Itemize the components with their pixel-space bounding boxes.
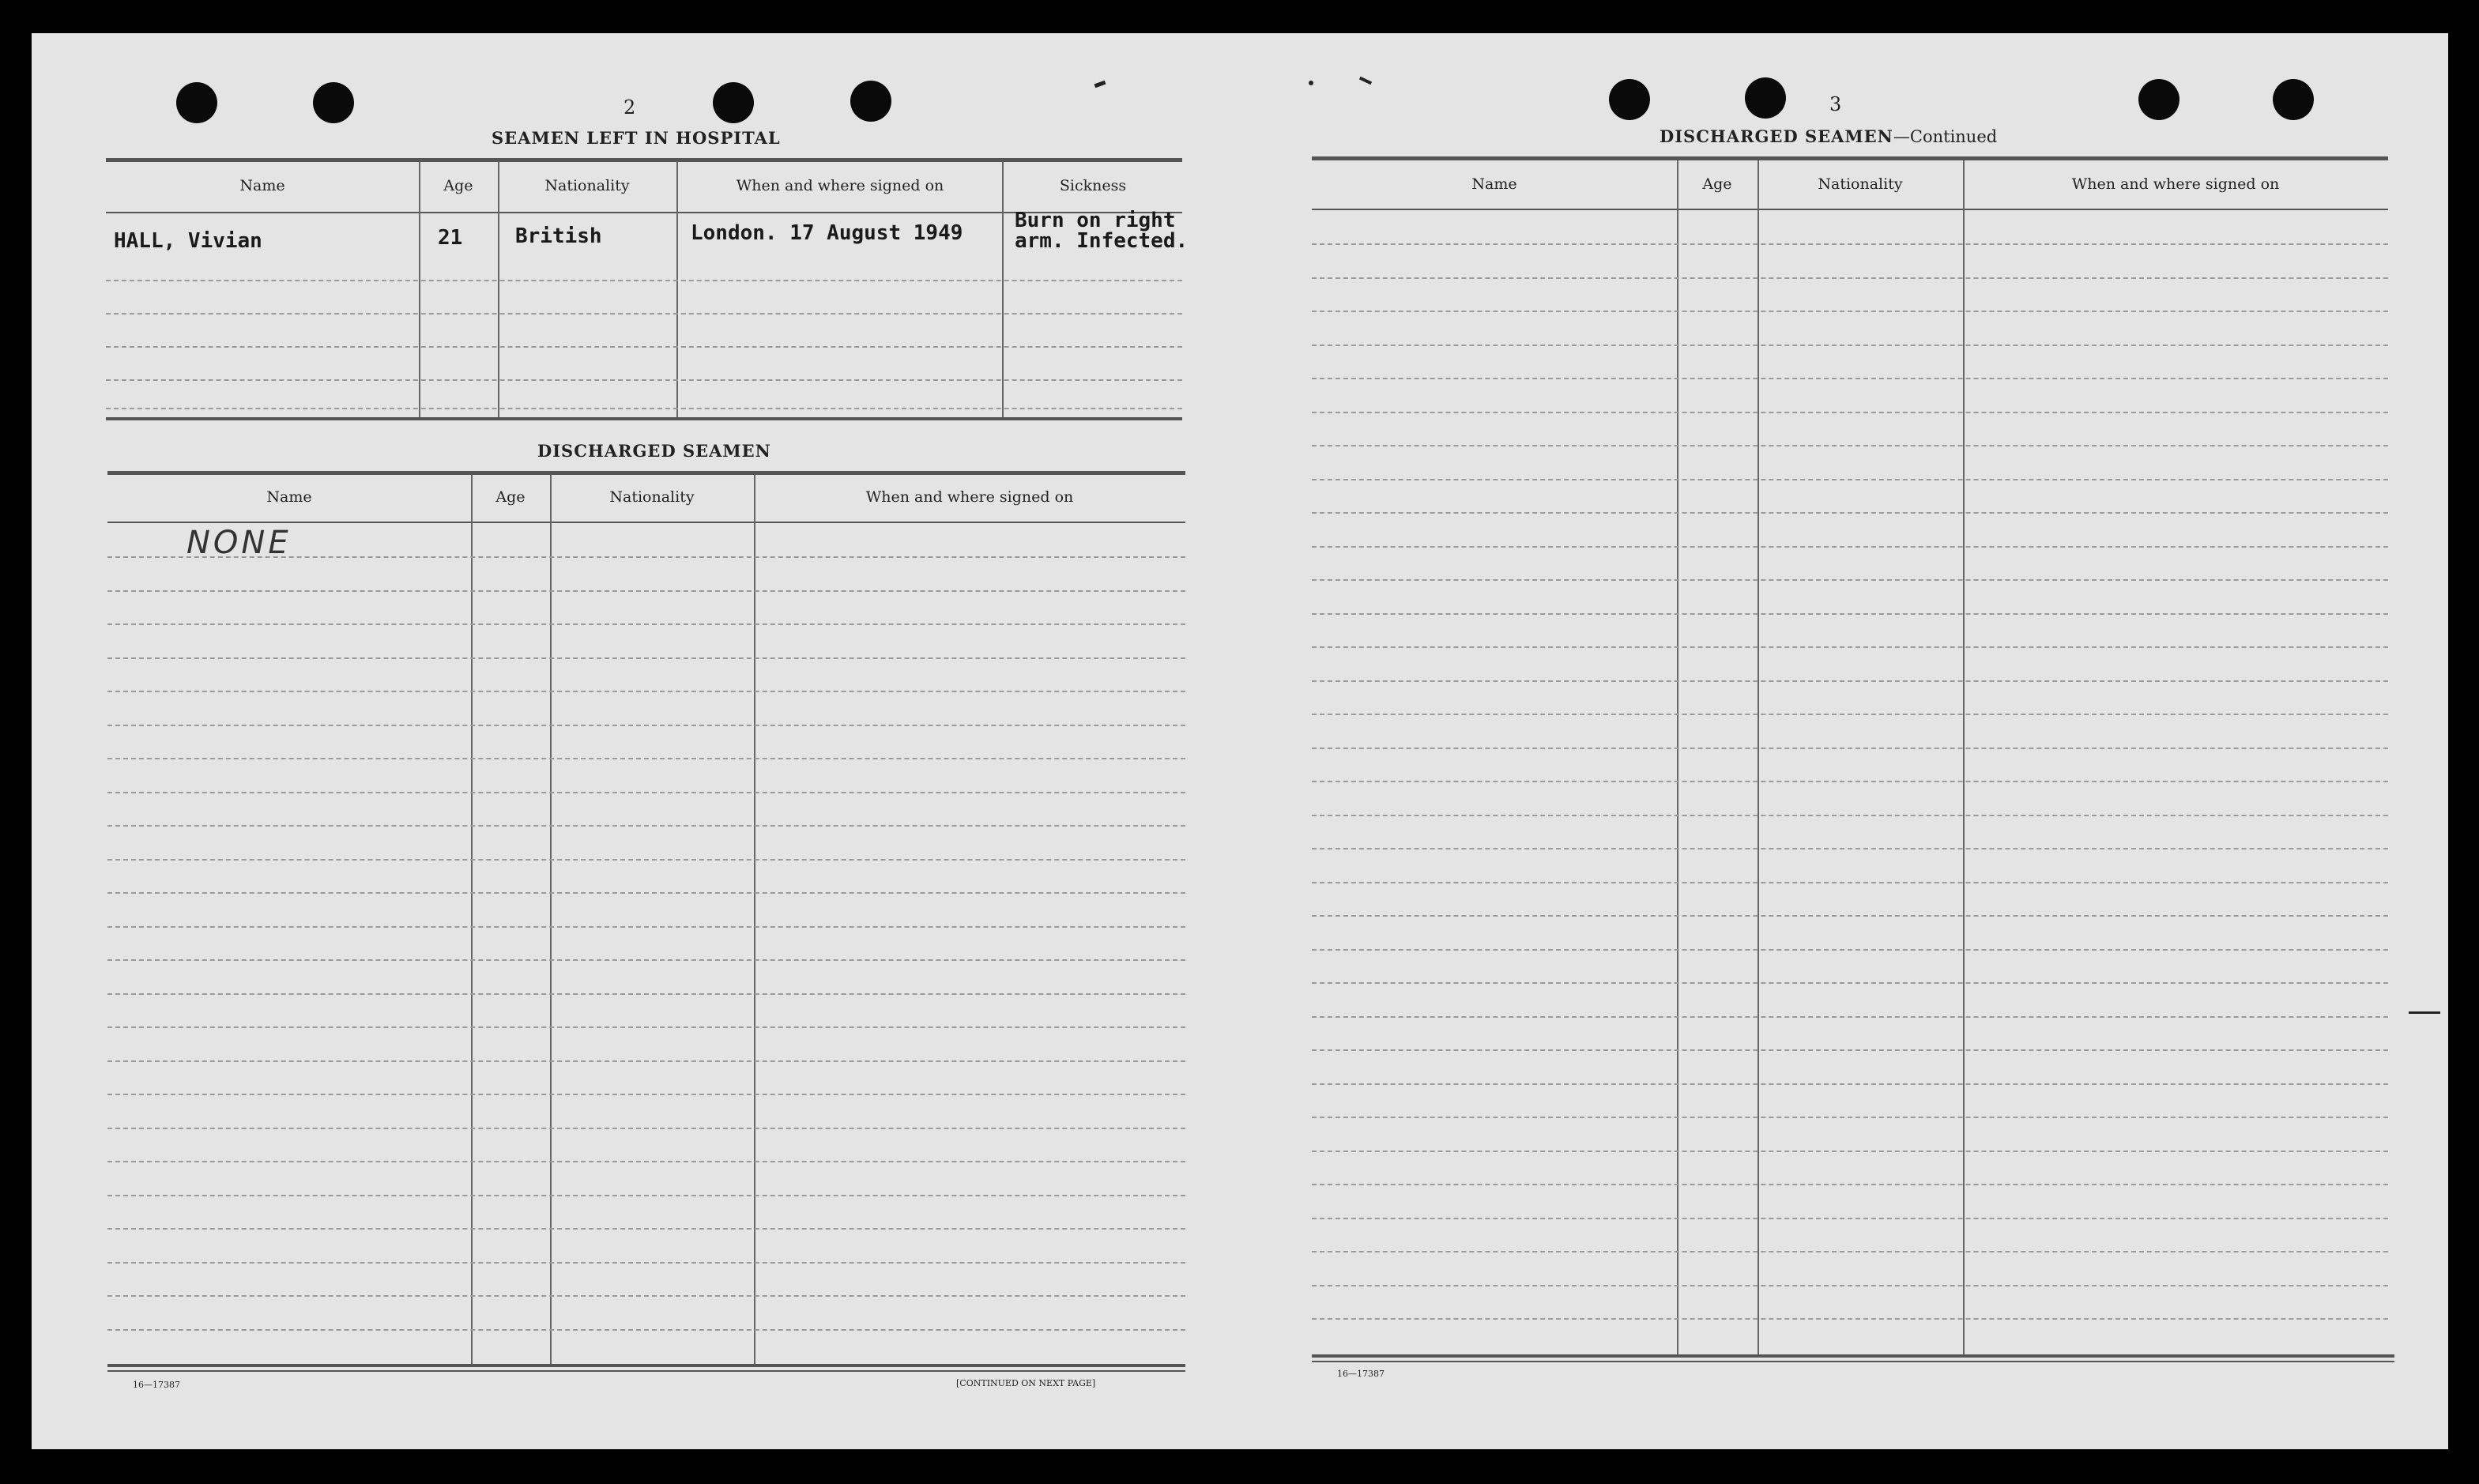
table-row — [1312, 680, 2388, 682]
table-row — [107, 1195, 1185, 1196]
table-row — [1312, 579, 2388, 581]
col-header-nationality: Nationality — [1818, 175, 1903, 193]
col-header-name: Name — [1471, 175, 1517, 193]
header-rule — [1312, 209, 2388, 210]
entry-signed-on: London. 17 August 1949 — [691, 221, 963, 245]
table-row — [1312, 277, 2388, 279]
table-row — [1312, 445, 2388, 446]
table-row — [1312, 815, 2388, 816]
form-code: 16—17387 — [1337, 1369, 1385, 1379]
ink-mark — [1094, 81, 1106, 88]
table-row — [1312, 882, 2388, 883]
page-number: 3 — [1829, 93, 1842, 115]
table-row — [107, 1094, 1185, 1095]
column-divider — [1963, 160, 1965, 1354]
table-row — [1312, 479, 2388, 480]
table-row — [107, 1262, 1185, 1264]
table-row — [107, 926, 1185, 928]
table-row — [1312, 311, 2388, 312]
punch-hole — [1609, 79, 1650, 120]
entry-sickness-line2: arm. Infected. — [1015, 229, 1189, 253]
punch-hole — [313, 82, 354, 123]
column-divider — [550, 475, 552, 1364]
table-bottom-rule — [107, 1364, 1185, 1367]
table-row — [107, 657, 1185, 659]
table-row — [107, 590, 1185, 592]
table-row — [106, 379, 1182, 381]
table-row — [107, 959, 1185, 961]
table-row — [1312, 243, 2388, 245]
form-code: 16—17387 — [133, 1380, 180, 1390]
ink-mark — [1309, 81, 1313, 85]
table-row — [1312, 1117, 2388, 1118]
table-row — [1312, 848, 2388, 849]
table-row — [1312, 345, 2388, 346]
table-row — [107, 892, 1185, 894]
entry-age: 21 — [438, 226, 463, 250]
table-row — [1312, 1184, 2388, 1185]
table-row — [106, 313, 1182, 315]
table-row — [107, 1295, 1185, 1297]
header-rule — [107, 522, 1185, 523]
table-bottom-rule — [1312, 1354, 2394, 1358]
table-row — [107, 993, 1185, 995]
table-row — [1312, 646, 2388, 648]
document-sheet — [32, 33, 2448, 1449]
col-header-age: Age — [495, 488, 526, 506]
table-row — [1312, 1318, 2388, 1320]
handwritten-none: NONE — [186, 525, 292, 561]
col-header-nationality: Nationality — [609, 488, 695, 506]
col-header-sickness: Sickness — [1059, 177, 1127, 194]
punch-hole — [1745, 77, 1786, 119]
entry-name: HALL, Vivian — [114, 229, 262, 253]
table-row — [1312, 1251, 2388, 1252]
column-divider — [754, 475, 755, 1364]
hospital-section-title: SEAMEN LEFT IN HOSPITAL — [492, 128, 781, 148]
title-text: DISCHARGED SEAMEN — [1660, 126, 1893, 146]
table-bottom-rule — [1312, 1361, 2394, 1362]
table-top-rule — [1312, 156, 2388, 160]
table-row — [107, 859, 1185, 861]
table-row — [1312, 982, 2388, 984]
table-row — [1312, 748, 2388, 749]
entry-nationality: British — [515, 224, 602, 248]
table-row — [1312, 613, 2388, 615]
punch-hole — [2273, 79, 2314, 120]
discharged-section-title: DISCHARGED SEAMEN — [537, 441, 771, 461]
table-row — [1312, 714, 2388, 715]
column-divider — [1677, 160, 1678, 1354]
title-continued: —Continued — [1893, 127, 1998, 146]
table-row — [107, 792, 1185, 793]
table-row — [1312, 512, 2388, 514]
table-bottom-rule — [106, 417, 1182, 420]
table-row — [107, 691, 1185, 692]
punch-hole — [713, 82, 754, 123]
table-row — [1312, 1218, 2388, 1219]
punch-hole — [176, 82, 217, 123]
table-bottom-rule — [107, 1370, 1185, 1372]
page-number: 2 — [624, 96, 636, 119]
table-row — [107, 725, 1185, 726]
table-row — [106, 280, 1182, 281]
table-top-rule — [107, 471, 1185, 475]
table-row — [1312, 915, 2388, 917]
edge-mark — [2409, 1011, 2440, 1014]
table-top-rule — [106, 158, 1182, 162]
table-row — [106, 346, 1182, 348]
ink-mark — [1359, 77, 1372, 85]
table-row — [1312, 1285, 2388, 1286]
table-row — [107, 1228, 1185, 1230]
table-row — [1312, 546, 2388, 548]
col-header-name: Name — [239, 177, 285, 194]
table-row — [107, 623, 1185, 625]
column-divider — [471, 475, 473, 1364]
table-row — [106, 408, 1182, 409]
col-header-signed-on: When and where signed on — [865, 488, 1074, 506]
discharged-continued-title — [1660, 126, 1997, 146]
col-header-signed-on: When and where signed on — [2071, 175, 2280, 193]
col-header-name: Name — [266, 488, 312, 506]
col-header-nationality: Nationality — [544, 177, 630, 194]
table-row — [1312, 1016, 2388, 1018]
table-row — [107, 1329, 1185, 1331]
continued-note: [CONTINUED ON NEXT PAGE] — [956, 1378, 1096, 1388]
table-row — [1312, 1083, 2388, 1085]
col-header-age: Age — [1702, 175, 1732, 193]
entry-sickness-line1: Burn on right — [1015, 209, 1176, 232]
punch-hole — [2138, 79, 2179, 120]
table-row — [107, 1026, 1185, 1028]
table-row — [107, 825, 1185, 827]
table-row — [1312, 1151, 2388, 1152]
table-row — [1312, 1049, 2388, 1051]
column-divider — [1758, 160, 1759, 1354]
table-row — [107, 1128, 1185, 1129]
table-row — [1312, 781, 2388, 782]
col-header-signed-on: When and where signed on — [736, 177, 944, 194]
punch-hole — [850, 81, 891, 122]
table-row — [107, 1161, 1185, 1162]
table-row — [107, 1060, 1185, 1062]
table-row — [1312, 378, 2388, 379]
col-header-age: Age — [443, 177, 473, 194]
table-row — [1312, 949, 2388, 951]
table-row — [107, 758, 1185, 759]
table-row — [1312, 412, 2388, 413]
